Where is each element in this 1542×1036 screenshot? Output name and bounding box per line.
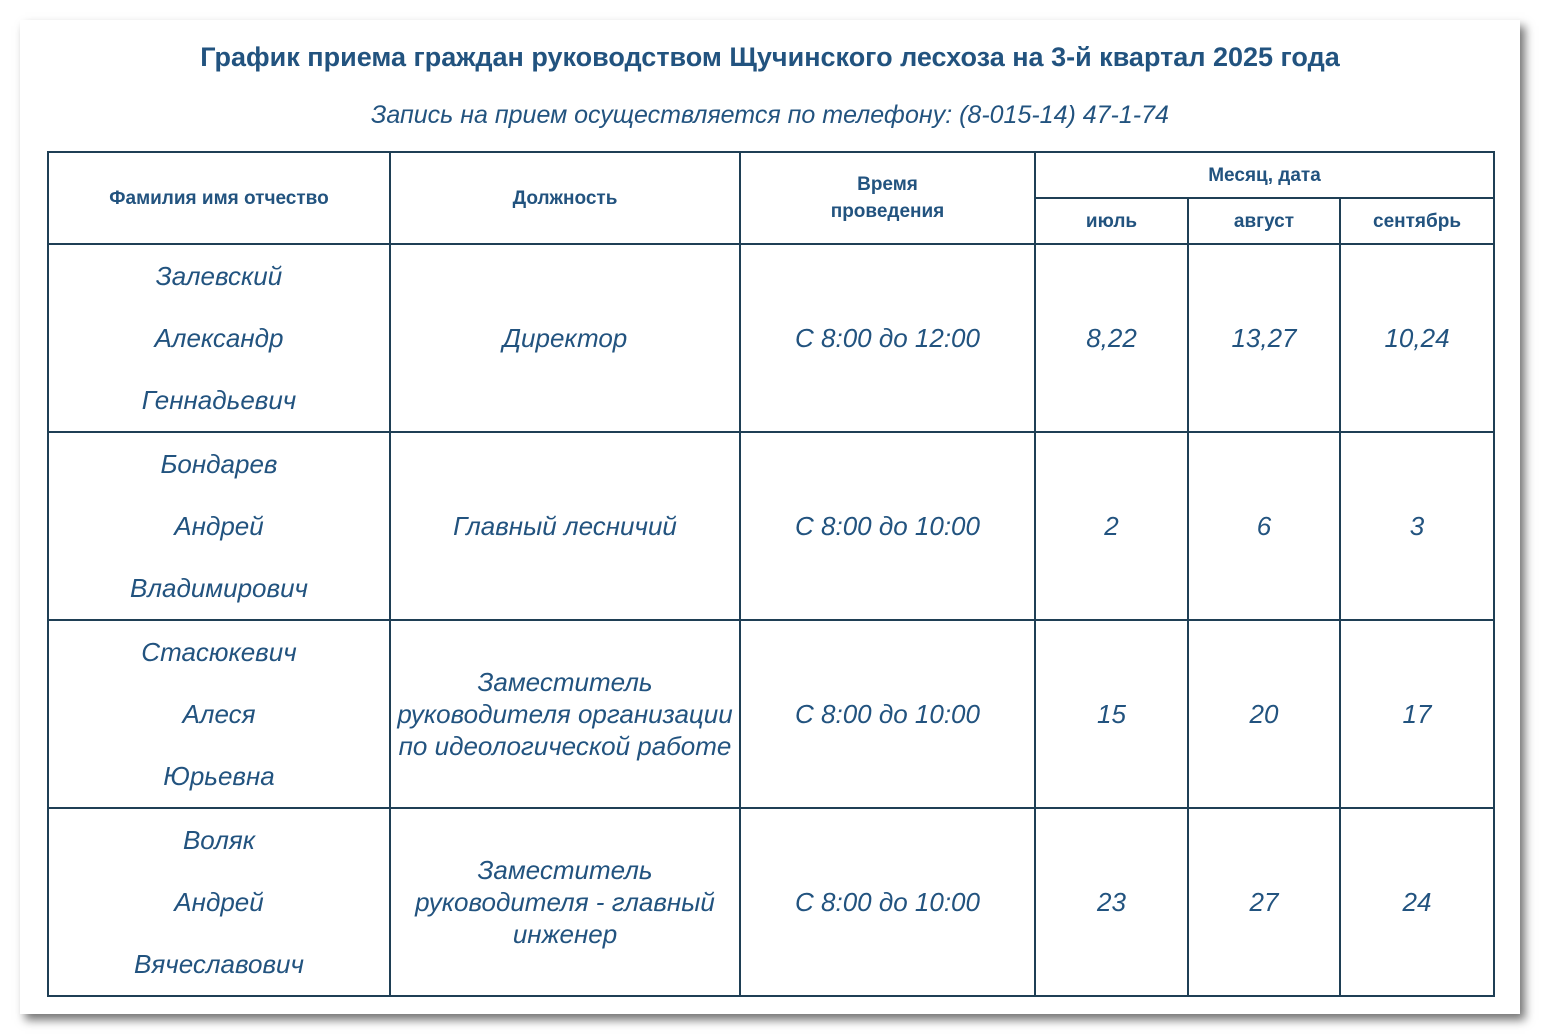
cell-time: С 8:00 до 10:00 <box>740 620 1035 808</box>
table-row <box>48 432 1494 620</box>
header-month-september: сентябрь <box>1340 198 1494 244</box>
table-row <box>48 620 1494 808</box>
header-time <box>740 152 1035 244</box>
cell-july-dates: 8,22 <box>1035 244 1188 432</box>
first-name: Андрей <box>174 511 264 541</box>
header-time-line1: Время <box>857 174 918 195</box>
cell-name <box>48 244 390 432</box>
cell-name <box>48 620 390 808</box>
patronymic: Геннадьевич <box>141 385 297 415</box>
cell-september-dates: 3 <box>1340 432 1494 620</box>
cell-july-dates: 2 <box>1035 432 1188 620</box>
cell-position: Главный лесничий <box>390 432 740 620</box>
cell-august-dates: 20 <box>1188 620 1340 808</box>
cell-position: Директор <box>390 244 740 432</box>
header-month-august: август <box>1188 198 1340 244</box>
cell-time: С 8:00 до 10:00 <box>740 432 1035 620</box>
first-name: Алеся <box>182 699 256 729</box>
document-page <box>20 20 1520 1014</box>
cell-july-dates: 23 <box>1035 808 1188 996</box>
header-time-line2: проведения <box>830 201 945 222</box>
table-row <box>48 244 1494 432</box>
first-name: Андрей <box>174 887 264 917</box>
cell-time: С 8:00 до 12:00 <box>740 244 1035 432</box>
cell-july-dates: 15 <box>1035 620 1188 808</box>
cell-position: Заместитель руководителя - главный инженер <box>390 808 740 996</box>
header-month-july: июль <box>1035 198 1188 244</box>
header-name: Фамилия имя отчество <box>48 152 390 244</box>
first-name: Александр <box>154 323 284 353</box>
surname: Стасюкевич <box>141 637 297 667</box>
schedule-table <box>47 151 1495 997</box>
surname: Воляк <box>182 825 256 855</box>
table-header-row <box>48 152 1494 198</box>
cell-name <box>48 808 390 996</box>
patronymic: Юрьевна <box>163 761 275 791</box>
cell-time: С 8:00 до 10:00 <box>740 808 1035 996</box>
header-month-group: Месяц, дата <box>1035 152 1494 198</box>
document-subtitle: Запись на прием осуществляется по телефону: (8-015-14) 47-1-74 <box>371 101 1169 129</box>
cell-august-dates: 6 <box>1188 432 1340 620</box>
surname: Бондарев <box>160 449 278 479</box>
cell-august-dates: 13,27 <box>1188 244 1340 432</box>
surname: Залевский <box>155 261 283 291</box>
document-title: График приема граждан руководством Щучинского лесхоза на 3-й квартал 2025 года <box>200 42 1340 72</box>
table-row <box>48 808 1494 996</box>
cell-name <box>48 432 390 620</box>
header-position: Должность <box>390 152 740 244</box>
patronymic: Вячеславович <box>134 949 304 979</box>
cell-september-dates: 10,24 <box>1340 244 1494 432</box>
patronymic: Владимирович <box>130 573 308 603</box>
cell-september-dates: 17 <box>1340 620 1494 808</box>
cell-august-dates: 27 <box>1188 808 1340 996</box>
cell-position: Заместитель руководителя организации по идеологической работе <box>390 620 740 808</box>
cell-september-dates: 24 <box>1340 808 1494 996</box>
